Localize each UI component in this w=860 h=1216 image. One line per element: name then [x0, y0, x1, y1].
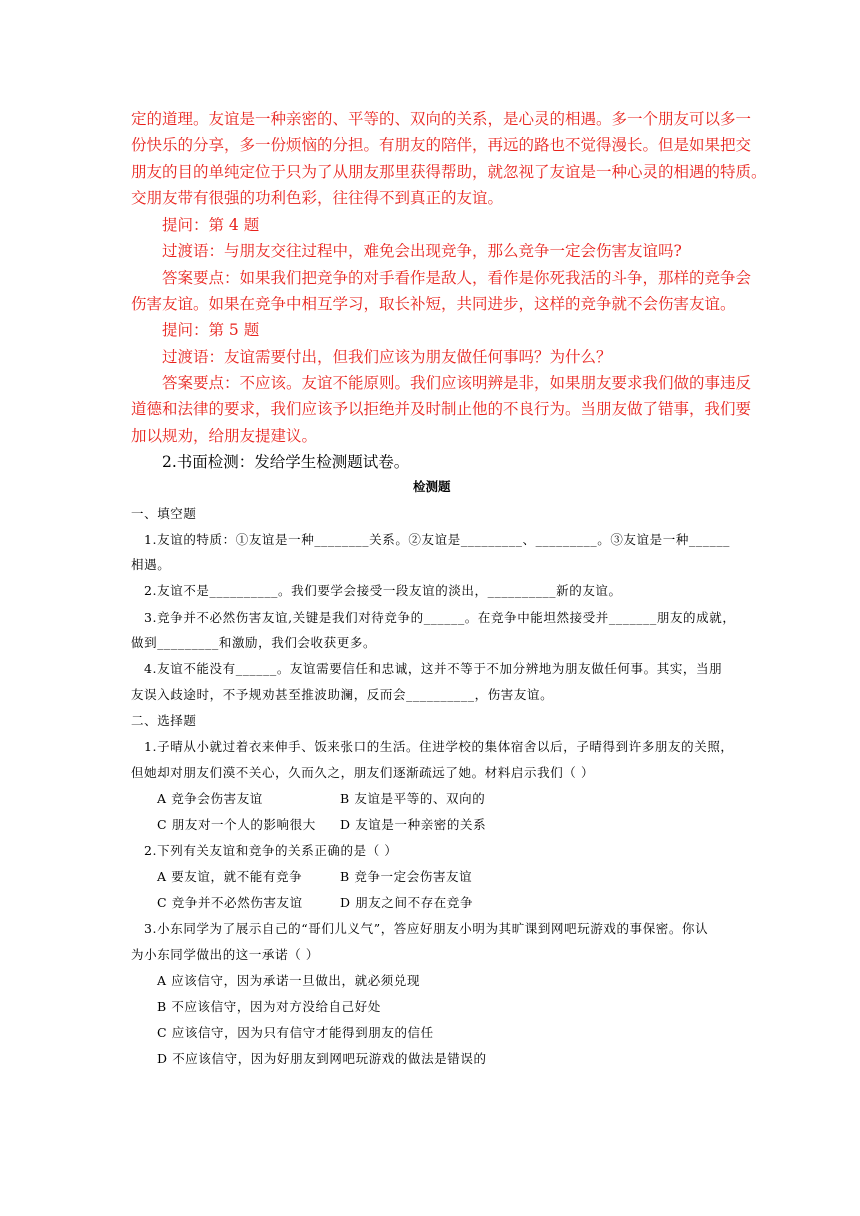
intro-line: 交朋友带有很强的功利色彩，往往得不到真正的友谊。: [131, 189, 504, 207]
fill-question: 3.竞争并不必然伤害友谊,关键是我们对待竞争的______。在竞争中能坦然接受并_______朋友的成就，: [144, 610, 736, 625]
section-fill-blank: 一、填空题: [131, 506, 197, 521]
choice-question: 为小东同学做出的这一承诺（ ）: [131, 947, 319, 962]
intro-line: 份快乐的分享，多一份烦恼的分担。有朋友的陪伴，再远的路也不觉得漫长。但是如果把交: [131, 136, 752, 154]
written-check: 2.书面检测：发给学生检测题试卷。: [162, 453, 410, 471]
fill-question: 2.友谊不是__________。我们要学会接受一段友谊的淡出，__________新的友谊。: [144, 583, 622, 598]
intro-line: 定的道理。友谊是一种亲密的、平等的、双向的关系，是心灵的相遇。多一个朋友可以多一: [131, 110, 752, 128]
q5-answer: 答案要点：不应该。友谊不能原则。我们应该明辨是非，如果朋友要求我们做的事违反: [162, 374, 752, 392]
choice-option: C 朋友对一个人的影响很大: [157, 817, 316, 832]
test-title: 检测题: [413, 479, 451, 494]
choice-question: 但她却对朋友们漠不关心，久而久之，朋友们逐渐疏远了她。材料启示我们（ ）: [131, 765, 595, 780]
choice-question: 3.小东同学为了展示自己的“哥们儿义气”，答应好朋友小明为其旷课到网吧玩游戏的事保密。你认: [144, 921, 709, 936]
choice-option: A 竞争会伤害友谊: [157, 791, 263, 806]
choice-option: B 竞争一定会伤害友谊: [340, 869, 473, 884]
choice-question: 2.下列有关友谊和竞争的关系正确的是（ ）: [144, 843, 398, 858]
q4-ask: 提问：第 4 题: [162, 216, 260, 234]
choice-question: 1.子晴从小就过着衣来伸手、饭来张口的生活。住进学校的集体宿舍以后，子晴得到许多朋友的关照，: [144, 739, 734, 754]
section-choice: 二、选择题: [131, 713, 197, 728]
choice-option: B 不应该信守，因为对方没给自己好处: [157, 999, 381, 1014]
choice-option: D 不应该信守，因为好朋友到网吧玩游戏的做法是错误的: [157, 1051, 487, 1066]
choice-option: D 朋友之间不存在竞争: [340, 895, 474, 910]
choice-option: C 竞争并不必然伤害友谊: [157, 895, 303, 910]
choice-option: D 友谊是一种亲密的关系: [340, 817, 487, 832]
q5-answer: 加以规劝，给朋友提建议。: [131, 427, 318, 445]
fill-question: 做到_________和激励，我们会收获更多。: [131, 635, 377, 650]
q5-ask: 提问：第 5 题: [162, 321, 260, 339]
q5-transition: 过渡语：友谊需要付出，但我们应该为朋友做任何事吗？为什么？: [162, 348, 612, 366]
choice-option: A 要友谊，就不能有竞争: [157, 869, 303, 884]
fill-question: 4.友谊不能没有______。友谊需要信任和忠诚，这并不等于不加分辨地为朋友做任何事。其实，当朋: [144, 661, 723, 676]
intro-line: 朋友的目的单纯定位于只为了从朋友那里获得帮助，就忽视了友谊是一种心灵的相遇的特质。: [131, 163, 767, 181]
choice-option: C 应该信守，因为只有信守才能得到朋友的信任: [157, 1025, 434, 1040]
q4-transition: 过渡语：与朋友交往过程中，难免会出现竞争，那么竞争一定会伤害友谊吗?: [162, 242, 682, 260]
fill-question: 1.友谊的特质：①友谊是一种________关系。②友谊是_________、_________。③友谊是一种______: [144, 532, 731, 547]
q5-answer: 道德和法律的要求，我们应该予以拒绝并及时制止他的不良行为。当朋友做了错事，我们要: [131, 400, 752, 418]
fill-question: 友误入歧途时，不予规劝甚至推波助澜，反而会__________，伤害友谊。: [131, 687, 554, 702]
q4-answer: 答案要点：如果我们把竞争的对手看作是敌人，看作是你死我活的斗争，那样的竞争会: [162, 269, 752, 287]
choice-option: A 应该信守，因为承诺一旦做出，就必须兑现: [157, 973, 421, 988]
fill-question: 相遇。: [131, 557, 171, 572]
choice-option: B 友谊是平等的、双向的: [340, 791, 486, 806]
q4-answer: 伤害友谊。如果在竞争中相互学习，取长补短，共同进步，这样的竞争就不会伤害友谊。: [131, 295, 736, 313]
